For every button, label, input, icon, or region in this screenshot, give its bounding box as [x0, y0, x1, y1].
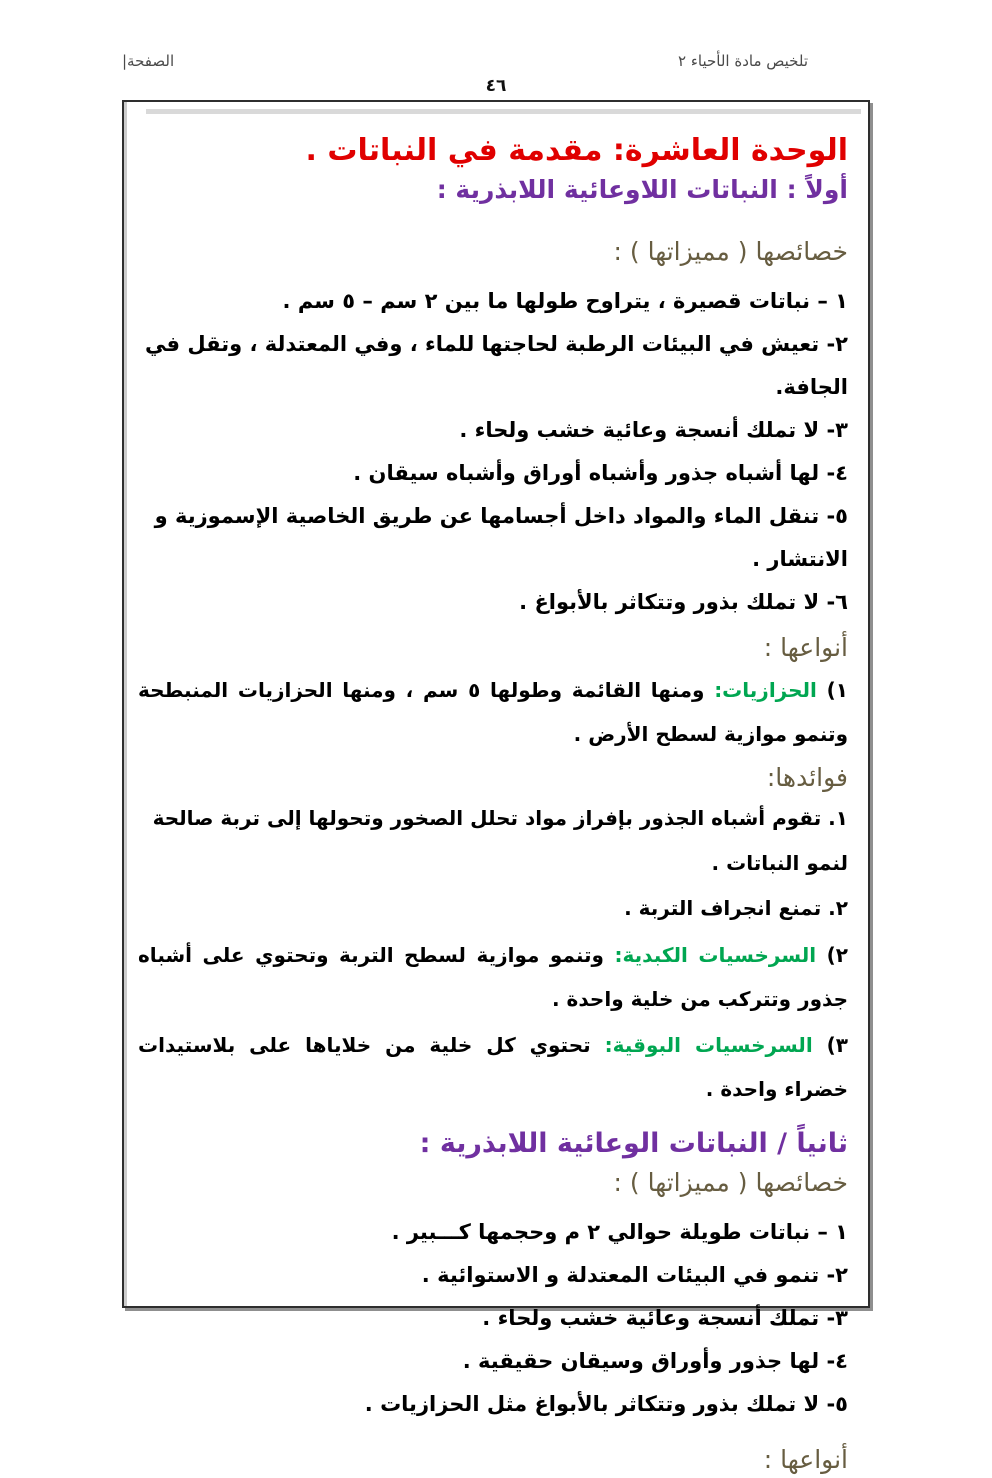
characteristic-item: ٤- لها جذور وأوراق وسيقان حقيقية . — [462, 1349, 848, 1373]
section-1-characteristics-heading: خصائصها ( مميزاتها ) : — [613, 237, 848, 266]
type-number: ٢) — [826, 943, 848, 967]
type-item-mosses — [138, 668, 848, 756]
type-item-hornworts — [138, 1023, 848, 1111]
characteristic-item: ٦- لا تملك بذور وتتكاثر بالأبواغ . — [519, 590, 848, 614]
section-2-characteristics-heading: خصائصها ( مميزاتها ) : — [613, 1168, 848, 1197]
section-2-types-heading: أنواعها : — [763, 1445, 848, 1474]
header-page-label: الصفحة| — [122, 52, 175, 70]
section-2-heading: ثانياً / النباتات الوعائية اللابذرية : — [419, 1128, 848, 1159]
section-1-heading: أولاً : النباتات اللاوعائية اللابذرية : — [436, 175, 848, 204]
benefits-list — [138, 796, 848, 931]
type-label: السرخسيات البوقية: — [604, 1033, 813, 1057]
characteristic-item: ١ – نباتات طويلة حوالي ٢ م وحجمها كـــبير . — [391, 1220, 848, 1244]
type-text: وتنمو موازية لسطح التربة وتحتوي على أشباه جذور وتتركب من خلية واحدة . — [138, 943, 848, 1011]
type-text: تحتوي كل خلية من خلاياها على بلاستيدات خضراء واحدة . — [138, 1033, 848, 1101]
section-1-types-heading: أنواعها : — [763, 633, 848, 662]
type-number: ١) — [826, 678, 848, 702]
benefit-item: ٢. تمنع انجراف التربة . — [624, 896, 848, 920]
characteristic-item: ٤- لها أشباه جذور وأشباه أوراق وأشباه سيقان . — [353, 461, 848, 485]
characteristic-item: ١ – نباتات قصيرة ، يتراوح طولها ما بين ٢ سم – ٥ سم . — [282, 289, 848, 313]
type-item-liverworts — [138, 933, 848, 1021]
type-label: الحزازيات: — [714, 678, 817, 702]
characteristic-item: ٥- لا تملك بذور وتتكاثر بالأبواغ مثل الحزازيات . — [364, 1392, 848, 1416]
type-text: ومنها القائمة وطولها ٥ سم ، ومنها الحزازيات المنبطحة وتنمو موازية لسطح الأرض . — [138, 678, 848, 746]
benefit-item: ١. تقوم أشباه الجذور بإفراز مواد تحلل الصخور وتحولها إلى تربة صالحة لنمو النباتات . — [152, 806, 848, 875]
unit-title: الوحدة العاشرة: مقدمة في النباتات . — [305, 133, 848, 168]
benefits-heading: فوائدها: — [766, 763, 848, 792]
section-1-characteristics-list — [138, 280, 848, 624]
type-number: ٣) — [826, 1033, 848, 1057]
characteristic-item: ٣- لا تملك أنسجة وعائية خشب ولحاء . — [459, 418, 848, 442]
content-box — [122, 100, 870, 1474]
header-course-title: تلخيص مادة الأحياء ٢ — [678, 52, 808, 70]
characteristic-item: ٥- تنقل الماء والمواد داخل أجسامها عن طريق الخاصية الإسموزية و الانتشار . — [154, 504, 848, 571]
characteristic-item: ٢- تنمو في البيئات المعتدلة و الاستوائية . — [421, 1263, 848, 1287]
type-label: السرخسيات الكبدية: — [614, 943, 817, 967]
characteristic-item: ٣- تملك أنسجة وعائية خشب ولحاء . — [482, 1306, 848, 1330]
characteristic-item: ٢- تعيش في البيئات الرطبة لحاجتها للماء ، وفي المعتدلة ، وتقل في الجافة. — [145, 332, 848, 399]
content-area — [124, 102, 868, 1474]
page-number: ٤٦ — [485, 76, 507, 96]
section-2-characteristics-list — [138, 1211, 848, 1426]
